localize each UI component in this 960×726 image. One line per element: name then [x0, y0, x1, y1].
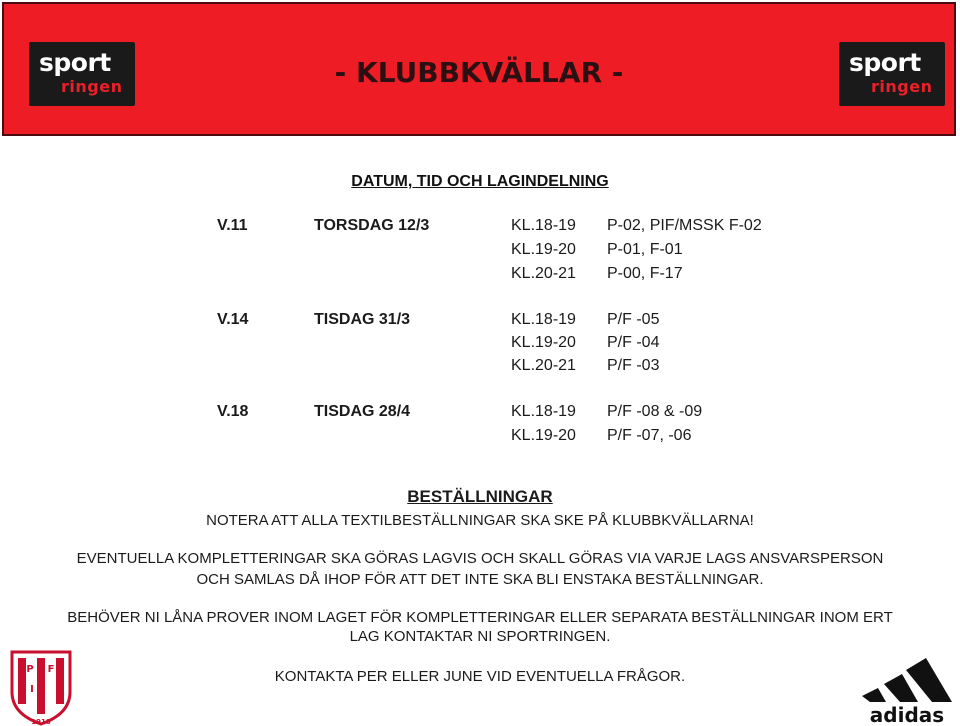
logo-word-sport: sport: [39, 48, 111, 77]
page-title: - KLUBBKVÄLLAR -: [334, 56, 624, 89]
adidas-wordmark: adidas: [869, 703, 945, 726]
teams: P/F -07, -06: [607, 427, 692, 444]
club-letter-f: F: [47, 664, 55, 675]
orders-line-4: BEHÖVER NI LÅNA PROVER INOM LAGET FÖR KOMPLETTERINGAR ELLER SEPARATA BESTÄLLNINGAR INOM ERT: [67, 609, 893, 626]
orders-line-6: KONTAKTA PER ELLER JUNE VID EVENTUELLA FRÅGOR.: [274, 668, 686, 685]
day-label: TORSDAG 12/3: [314, 217, 430, 234]
logo-word-ringen: ringen: [61, 77, 123, 96]
time-slot: KL.19-20: [511, 334, 576, 351]
week-label: V.11: [217, 217, 248, 234]
logo-word-sport: sport: [849, 48, 921, 77]
club-letter-p: P: [26, 664, 34, 675]
club-letter-i: I: [30, 684, 34, 695]
time-slot: KL.20-21: [511, 357, 576, 374]
schedule-title: DATUM, TID OCH LAGINDELNING: [351, 173, 609, 190]
day-label: TISDAG 31/3: [314, 311, 411, 328]
teams: P/F -05: [607, 311, 660, 328]
orders-line-2: EVENTUELLA KOMPLETTERINGAR SKA GÖRAS LAGVIS OCH SKALL GÖRAS VIA VARJE LAGS ANSVARSPERSON: [76, 550, 884, 567]
time-slot: KL.18-19: [511, 217, 576, 234]
teams: P-00, F-17: [607, 265, 683, 282]
header-banner: [2, 2, 956, 136]
adidas-logo: [854, 640, 960, 726]
orders-line-5: LAG KONTAKTAR NI SPORTRINGEN.: [349, 628, 611, 645]
teams: P/F -03: [607, 357, 660, 374]
teams: P/F -08 & -09: [607, 403, 703, 420]
orders-title: BESTÄLLNINGAR: [407, 487, 553, 506]
teams: P-01, F-01: [607, 241, 683, 258]
pif-club-logo: [8, 648, 74, 726]
time-slot: KL.18-19: [511, 403, 576, 420]
week-label: V.18: [217, 403, 249, 420]
time-slot: KL.19-20: [511, 427, 576, 444]
teams: P-02, PIF/MSSK F-02: [607, 217, 762, 234]
teams: P/F -04: [607, 334, 660, 351]
time-slot: KL.20-21: [511, 265, 576, 282]
time-slot: KL.19-20: [511, 241, 576, 258]
logo-word-ringen: ringen: [871, 77, 933, 96]
day-label: TISDAG 28/4: [314, 403, 411, 420]
club-year: 1918: [31, 718, 51, 726]
orders-line-3: OCH SAMLAS DÅ IHOP FÖR ATT DET INTE SKA BLI ENSTAKA BESTÄLLNINGAR.: [196, 571, 764, 588]
sportringen-logo-right: [839, 42, 945, 106]
week-label: V.14: [217, 311, 249, 328]
time-slot: KL.18-19: [511, 311, 576, 328]
orders-line-1: NOTERA ATT ALLA TEXTILBESTÄLLNINGAR SKA SKE PÅ KLUBBKVÄLLARNA!: [206, 512, 754, 529]
